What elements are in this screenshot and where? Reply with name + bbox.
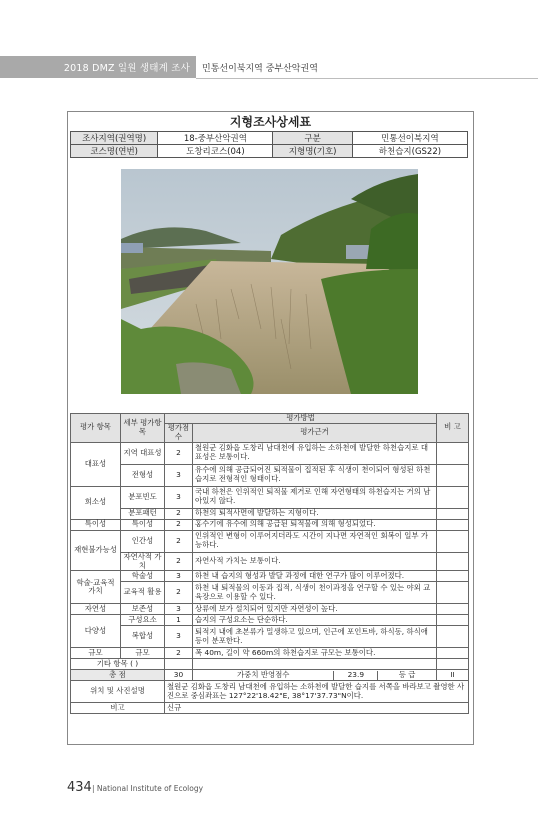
score-cell: 3	[165, 626, 193, 648]
info-label: 지형명(기호)	[273, 145, 352, 158]
header-score: 평가점수	[165, 423, 193, 442]
header-section-tab	[0, 56, 196, 78]
score-cell: 3	[165, 604, 193, 615]
score-cell: 2	[165, 648, 193, 659]
other-items-cell	[71, 659, 165, 670]
score-cell: 2	[165, 519, 193, 530]
info-label: 구분	[273, 132, 352, 145]
basis-cell: 습지의 구성요소는 단순하다.	[193, 615, 437, 626]
header-method: 평가방법	[165, 414, 437, 424]
category-cell: 재현불가능성	[71, 530, 121, 571]
basis-cell: 자연사적 가치는 보통이다.	[193, 552, 437, 571]
basis-cell: 홍수기에 유수에 의해 공급된 퇴적물에 의해 형성되었다.	[193, 519, 437, 530]
publisher-name: | National Institute of Ecology	[92, 784, 204, 793]
sub-item-cell: 복합성	[121, 626, 165, 648]
sub-item-cell: 특이성	[121, 519, 165, 530]
total-score: 30	[165, 670, 193, 681]
score-cell: 1	[165, 615, 193, 626]
info-label: 조사지역(권역명)	[71, 132, 158, 145]
other-items-label: 기타 항목	[96, 658, 128, 668]
table-row	[71, 519, 469, 530]
header-region-label: 민통선이북지역 중부산악권역	[202, 64, 318, 74]
info-value: 하천습지(GS22)	[352, 145, 467, 158]
remark-cell	[437, 519, 469, 530]
category-cell: 규모	[71, 648, 121, 659]
total-detail-cell	[193, 670, 437, 681]
grade-value: II	[437, 670, 469, 681]
basis-cell: 유수에 의해 공급되어진 퇴적물이 집적된 후 식생이 천이되어 형성된 하천습지로 전형적인 형태이다.	[193, 464, 437, 486]
remark-cell	[437, 464, 469, 486]
basis-cell: 인위적인 변형이 이루어지더라도 시간이 지나면 자연적인 회복이 일부 가능하다.	[193, 530, 437, 552]
note-label: 비고	[71, 703, 165, 714]
score-cell: 2	[165, 530, 193, 552]
remark-cell	[437, 530, 469, 552]
sub-item-cell: 교육적 활용	[121, 582, 165, 604]
running-header	[0, 56, 538, 78]
category-cell: 특이성	[71, 519, 121, 530]
sub-item-cell: 규모	[121, 648, 165, 659]
header-category: 평가 항목	[71, 414, 121, 443]
table-row	[71, 552, 469, 571]
location-label: 위치 및 사진설명	[71, 681, 165, 703]
sub-item-cell: 학술성	[121, 571, 165, 582]
info-row-1	[71, 132, 468, 145]
sub-item-cell: 지역 대표성	[121, 442, 165, 464]
score-cell: 2	[165, 442, 193, 464]
remark-cell	[437, 486, 469, 508]
basis-cell	[193, 659, 437, 670]
basis-cell: 하천 내 습지의 형성과 발달 과정에 대한 연구가 많이 이루어졌다.	[193, 571, 437, 582]
basis-cell: 상류에 보가 설치되어 있지만 자연성이 높다.	[193, 604, 437, 615]
score-cell: 2	[165, 582, 193, 604]
total-row	[71, 670, 469, 681]
location-row	[71, 681, 469, 703]
remark-cell	[437, 552, 469, 571]
table-row	[71, 626, 469, 648]
basis-cell: 퇴적지 내에 초본류가 밀생하고 있으며, 인근에 포인트바, 하식동, 하식애 등이 분포한다.	[193, 626, 437, 648]
survey-info-table	[70, 131, 468, 158]
remark-cell	[437, 582, 469, 604]
document-title: 지형조사상세표	[229, 115, 312, 129]
weighted-score-label: 가중치 반영점수	[193, 671, 334, 680]
other-items-row	[71, 659, 469, 670]
table-row	[71, 615, 469, 626]
sub-item-cell: 분포빈도	[121, 486, 165, 508]
total-label: 총 점	[71, 670, 165, 681]
score-cell: 3	[165, 464, 193, 486]
header-sub-item: 세부 평가항목	[121, 414, 165, 443]
remark-cell	[437, 659, 469, 670]
table-row	[71, 571, 469, 582]
sub-item-cell: 전형성	[121, 464, 165, 486]
publisher-label: National Institute of Ecology	[96, 784, 204, 793]
header-basis: 평가근거	[193, 423, 437, 442]
info-value: 민통선이북지역	[352, 132, 467, 145]
table-row	[71, 442, 469, 464]
table-row	[71, 582, 469, 604]
score-cell	[165, 659, 193, 670]
score-cell: 2	[165, 552, 193, 571]
remark-cell	[437, 508, 469, 519]
table-row	[71, 604, 469, 615]
remark-cell	[437, 604, 469, 615]
basis-cell: 하천의 퇴적사면에 발달하는 지형이다.	[193, 508, 437, 519]
remark-cell	[437, 442, 469, 464]
sub-item-cell: 분포패턴	[121, 508, 165, 519]
category-cell: 대표성	[71, 442, 121, 486]
remark-cell	[437, 648, 469, 659]
sub-item-cell: 자연사적 가치	[121, 552, 165, 571]
info-row-2	[71, 145, 468, 158]
header-remark: 비 고	[437, 414, 469, 443]
basis-cell: 하천 내 퇴적물의 이동과 집적, 식생이 천이과정을 연구할 수 있는 야외 교육장으로 이용할 수 있다.	[193, 582, 437, 604]
info-value: 18-중부산악권역	[158, 132, 273, 145]
other-items-paren: ( )	[130, 658, 139, 668]
remark-cell	[437, 626, 469, 648]
table-row	[71, 486, 469, 508]
category-cell: 다양성	[71, 615, 121, 648]
table-row	[71, 464, 469, 486]
sub-item-cell: 인간성	[121, 530, 165, 552]
note-value: 신규	[165, 703, 469, 714]
score-cell: 2	[165, 508, 193, 519]
location-text: 철원군 김화읍 도창리 남대천에 유입하는 소하천에 발달한 습지를 서쪽을 바라보고 촬영한 사진으로 중심좌표는 127°22'18.42"E, 38°17'37.73"N이다.	[165, 681, 469, 703]
site-photo	[121, 169, 418, 394]
table-row	[71, 508, 469, 519]
category-cell: 학술·교육적 가치	[71, 571, 121, 604]
basis-cell: 국내 하천은 인위적인 퇴적물 제거로 인해 자연형태의 하천습지는 거의 남아있지 않다.	[193, 486, 437, 508]
info-value: 도창리코스(04)	[158, 145, 273, 158]
sub-item-cell: 구성요소	[121, 615, 165, 626]
note-row	[71, 703, 469, 714]
table-row	[71, 530, 469, 552]
eval-header-row-1	[71, 414, 469, 424]
total-detail-table	[193, 671, 436, 680]
category-cell: 희소성	[71, 486, 121, 519]
header-region-area	[196, 56, 538, 79]
info-label: 코스명(연번)	[71, 145, 158, 158]
basis-cell: 철원군 김화읍 도창리 남대천에 유입하는 소하천에 발달한 하천습지로 대표성은 보통이다.	[193, 442, 437, 464]
remark-cell	[437, 615, 469, 626]
basis-cell: 폭 40m, 길이 약 660m의 하천습지로 규모는 보통이다.	[193, 648, 437, 659]
table-row	[71, 648, 469, 659]
header-section-label: 2018 DMZ 일원 생태계 조사	[63, 63, 190, 74]
remark-cell	[437, 571, 469, 582]
category-cell: 자연성	[71, 604, 121, 615]
weighted-score-value: 23.9	[334, 671, 378, 680]
grade-label: 등 급	[398, 669, 416, 679]
score-cell: 3	[165, 486, 193, 508]
sub-item-cell: 보존성	[121, 604, 165, 615]
score-cell: 3	[165, 571, 193, 582]
evaluation-table	[70, 413, 469, 714]
page-number: 434	[67, 780, 92, 795]
